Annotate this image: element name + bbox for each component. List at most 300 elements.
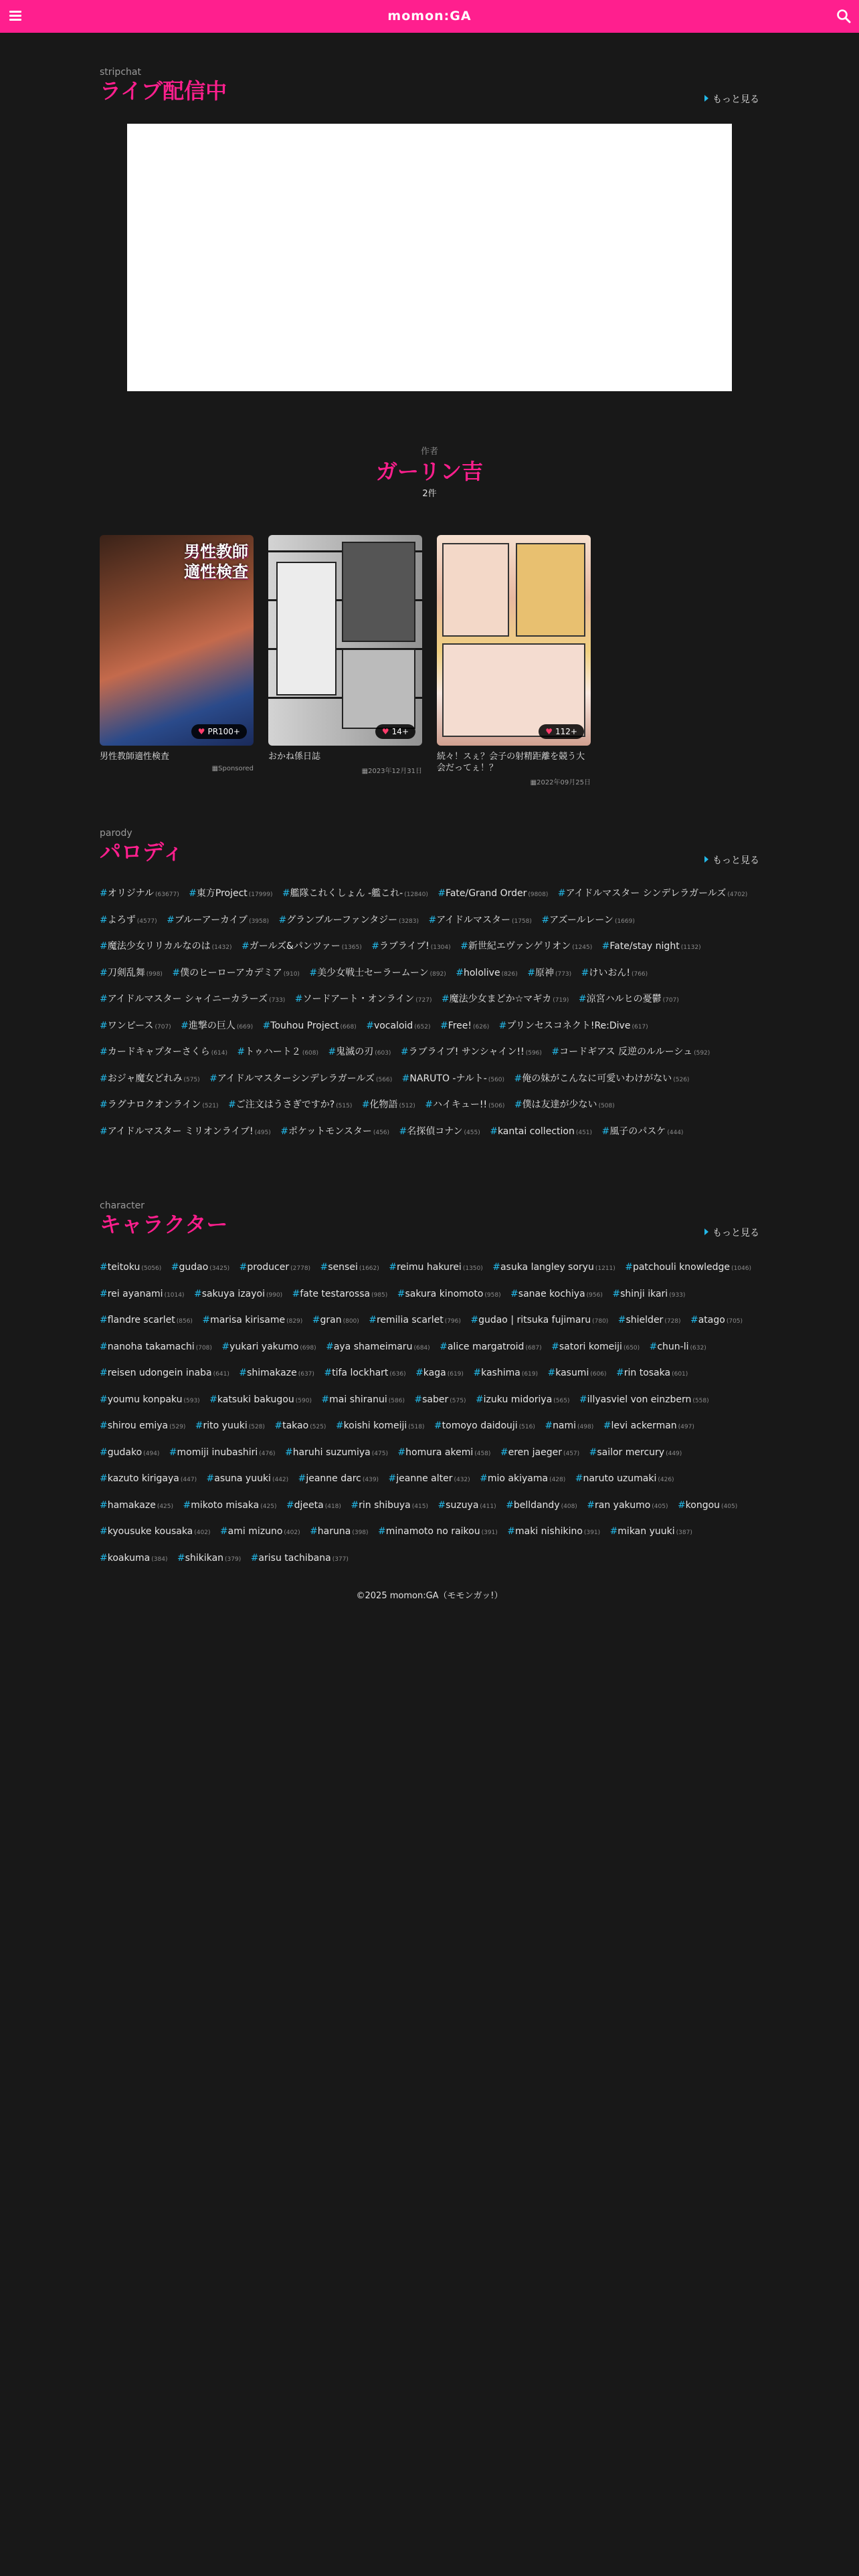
character-tag[interactable] [545, 1420, 593, 1431]
hash-icon: # [169, 1446, 177, 1458]
tag-count: (405) [721, 1503, 738, 1510]
likes-badge: ♥ 14+ [375, 724, 415, 739]
character-tag[interactable] [202, 1315, 302, 1325]
tag-label: トゥハート２ [245, 1047, 301, 1057]
parody-tag[interactable] [237, 1047, 318, 1057]
tag-count: (1350) [462, 1265, 483, 1272]
tag-count: (592) [694, 1050, 710, 1057]
parody-tag[interactable] [167, 915, 269, 926]
hash-icon: # [400, 1047, 409, 1057]
hash-icon: # [100, 1420, 108, 1431]
tag-count: (428) [549, 1477, 566, 1483]
character-tag[interactable] [603, 1420, 694, 1431]
hash-icon: # [514, 1099, 522, 1110]
character-tag[interactable] [369, 1315, 461, 1325]
parody-tag[interactable] [100, 994, 285, 1004]
character-tag[interactable] [321, 1394, 405, 1405]
parody-tag[interactable] [541, 915, 635, 926]
character-tag[interactable] [310, 1526, 368, 1537]
tag-count: (475) [371, 1450, 388, 1457]
parody-tag[interactable] [602, 941, 701, 952]
character-tag[interactable] [298, 1473, 379, 1484]
character-tag[interactable] [473, 1368, 538, 1378]
author-label: 作者 [420, 447, 438, 457]
hash-icon: # [195, 1420, 203, 1431]
tag-count: (442) [272, 1477, 289, 1483]
calendar-icon: ▦ [361, 768, 369, 775]
work-card[interactable] [100, 535, 254, 772]
character-tag[interactable] [320, 1262, 379, 1273]
hash-icon: # [541, 914, 550, 926]
character-tag[interactable] [286, 1500, 341, 1511]
character-tag[interactable] [378, 1526, 498, 1537]
character-tag[interactable] [507, 1526, 600, 1537]
hash-icon: # [284, 1446, 293, 1458]
parody-tag[interactable] [579, 994, 679, 1004]
tag-count: (856) [176, 1318, 193, 1325]
character-tag[interactable] [612, 1289, 685, 1299]
hash-icon: # [100, 1368, 108, 1378]
parody-tag[interactable] [460, 941, 592, 952]
tag-label: hamakaze [107, 1499, 156, 1511]
character-tag[interactable] [480, 1473, 565, 1484]
hash-icon: # [575, 1473, 583, 1484]
character-tag[interactable] [312, 1315, 359, 1325]
tag-label: kongou [685, 1499, 721, 1511]
character-tag[interactable] [470, 1315, 608, 1325]
parody-tag[interactable] [328, 1047, 391, 1057]
parody-tag[interactable] [242, 941, 362, 952]
character-more-link[interactable]: もっと見る [704, 1226, 759, 1239]
character-tag[interactable] [177, 1553, 241, 1564]
character-tag[interactable] [678, 1500, 737, 1511]
site-logo[interactable]: momon:GA [387, 9, 472, 23]
hash-icon: # [335, 1420, 344, 1431]
tag-count: (603) [375, 1050, 391, 1057]
character-tag[interactable] [326, 1341, 430, 1352]
character-tag[interactable] [492, 1262, 615, 1273]
hash-icon: # [202, 1315, 211, 1325]
tag-count: (796) [444, 1318, 461, 1325]
character-tag[interactable] [100, 1553, 167, 1564]
character-tag[interactable] [434, 1420, 535, 1431]
hash-icon: # [440, 1341, 448, 1352]
tag-count: (575) [450, 1397, 466, 1404]
tag-count: (411) [480, 1503, 496, 1510]
character-tag[interactable] [440, 1341, 542, 1352]
parody-tag[interactable] [558, 888, 748, 899]
parody-tag[interactable] [295, 994, 432, 1004]
character-tag[interactable] [171, 1262, 229, 1273]
tag-count: (733) [269, 997, 286, 1004]
parody-tag[interactable] [100, 968, 163, 978]
character-tag[interactable] [587, 1500, 668, 1511]
tag-count: (565) [553, 1397, 570, 1404]
character-tag[interactable] [397, 1447, 490, 1458]
parody-tag[interactable] [100, 1073, 200, 1084]
character-tag[interactable] [100, 1368, 229, 1378]
tag-label: asuna yuuki [214, 1473, 271, 1484]
hash-icon: # [616, 1368, 624, 1378]
parody-tag[interactable] [282, 888, 428, 899]
character-tag[interactable] [100, 1341, 212, 1352]
tag-label: koishi komeiji [343, 1420, 407, 1431]
parody-tag[interactable] [209, 1073, 392, 1084]
parody-tag[interactable] [228, 1099, 352, 1110]
hash-icon: # [100, 1446, 108, 1458]
hash-icon: # [361, 1099, 370, 1110]
character-section-subtitle: character [100, 1200, 145, 1211]
work-thumbnail[interactable] [437, 535, 591, 746]
parody-tag[interactable] [442, 994, 569, 1004]
tag-count: (398) [352, 1529, 369, 1536]
hash-icon: # [172, 967, 181, 978]
parody-tag[interactable] [514, 1099, 615, 1110]
work-card[interactable] [437, 535, 591, 786]
manga-panel [516, 543, 585, 637]
parody-section-title: パロディ [100, 839, 184, 865]
character-tag[interactable] [100, 1526, 210, 1537]
parody-tag[interactable] [602, 1126, 684, 1137]
hash-icon: # [434, 1420, 442, 1431]
tag-count: (933) [669, 1291, 686, 1299]
tag-label: teitoku [107, 1262, 140, 1273]
character-tag[interactable] [100, 1315, 193, 1325]
tag-count: (684) [413, 1344, 430, 1352]
hash-icon: # [578, 994, 587, 1004]
hash-icon: # [183, 1499, 191, 1511]
tag-count: (1662) [359, 1265, 379, 1272]
character-tag[interactable] [690, 1315, 743, 1325]
hash-icon: # [480, 1473, 488, 1484]
work-title[interactable]: 男性教師適性検査 [100, 752, 170, 762]
parody-tag[interactable] [100, 941, 232, 952]
hash-icon: # [100, 1125, 108, 1137]
tag-count: (3958) [249, 918, 269, 925]
tag-label: marisa kirisame [210, 1315, 286, 1325]
tag-label: ラブライブ! [379, 941, 430, 952]
tag-count: (719) [553, 997, 569, 1004]
tag-count: (1432) [211, 944, 232, 951]
parody-tag[interactable] [514, 1073, 690, 1084]
parody-tag[interactable] [371, 941, 450, 952]
tag-count: (1304) [430, 944, 451, 951]
hash-icon: # [239, 1262, 248, 1273]
tag-label: カードキャプターさくら [107, 1047, 210, 1057]
tag-label: chun-li [657, 1341, 689, 1352]
tag-label: Touhou Project [270, 1020, 339, 1031]
tag-label: 原神 [535, 967, 554, 978]
hash-icon: # [490, 1125, 498, 1137]
character-tag[interactable] [506, 1500, 577, 1511]
tag-count: (1245) [572, 944, 593, 951]
tag-label: gudao [179, 1262, 209, 1273]
character-tag[interactable] [183, 1500, 276, 1511]
hash-icon: # [241, 941, 250, 952]
parody-section-subtitle: parody [100, 828, 132, 839]
parody-tag[interactable] [399, 1126, 480, 1137]
hash-icon: # [100, 914, 108, 926]
tag-label: mio akiyama [487, 1473, 549, 1484]
author-header [0, 444, 859, 499]
tag-count: (1132) [680, 944, 701, 951]
character-tag[interactable] [100, 1500, 173, 1511]
character-tag[interactable] [579, 1394, 709, 1405]
tag-count: (3283) [399, 918, 419, 925]
tag-count: (707) [155, 1023, 171, 1031]
tag-count: (985) [371, 1291, 388, 1299]
hash-icon: # [209, 1073, 217, 1084]
parody-tag[interactable] [362, 1099, 415, 1110]
character-tag[interactable] [100, 1394, 200, 1405]
hash-icon: # [388, 1473, 397, 1484]
character-tag[interactable] [589, 1447, 682, 1458]
character-tag[interactable] [625, 1262, 751, 1273]
tag-label: 僕のヒーローアカデミア [180, 967, 282, 978]
hash-icon: # [100, 1394, 108, 1405]
tag-label: kashima [481, 1368, 520, 1378]
character-tag[interactable] [438, 1500, 496, 1511]
character-tag[interactable] [389, 1262, 483, 1273]
hash-icon: # [286, 1499, 294, 1511]
character-tag[interactable] [100, 1262, 161, 1273]
tag-label: nanoha takamachi [107, 1341, 195, 1352]
character-tag-list [100, 1255, 759, 1572]
character-tag[interactable] [616, 1368, 688, 1378]
character-tag[interactable] [100, 1289, 185, 1299]
parody-tag[interactable] [181, 1021, 253, 1031]
tag-count: (379) [225, 1555, 242, 1563]
tag-label: haruhi suzumiya [292, 1446, 371, 1458]
character-tag[interactable] [415, 1368, 464, 1378]
tag-count: (525) [310, 1424, 326, 1430]
character-tag[interactable] [414, 1394, 466, 1405]
tag-count: (641) [213, 1371, 229, 1378]
tag-label: katsuki bakugou [217, 1394, 294, 1405]
tag-label: gudao | ritsuka fujimaru [478, 1315, 591, 1325]
character-tag[interactable] [476, 1394, 570, 1405]
character-tag[interactable] [100, 1447, 159, 1458]
tag-count: (626) [473, 1023, 490, 1031]
tag-label: おジャ魔女どれみ [107, 1073, 183, 1084]
character-tag[interactable] [618, 1315, 681, 1325]
character-tag[interactable] [500, 1447, 579, 1458]
tag-count: (494) [143, 1450, 160, 1457]
tag-label: sakuya izayoi [201, 1288, 265, 1299]
parody-tag[interactable] [278, 915, 419, 926]
character-tag[interactable] [240, 1262, 310, 1273]
character-tag[interactable] [650, 1341, 706, 1352]
tag-label: saber [422, 1394, 449, 1405]
hash-icon: # [579, 1394, 587, 1405]
hash-icon: # [507, 1526, 515, 1537]
character-tag[interactable] [547, 1368, 606, 1378]
tag-count: (558) [692, 1397, 709, 1404]
character-tag[interactable] [194, 1289, 282, 1299]
tag-label: reimu hakurei [396, 1262, 462, 1273]
tag-label: kasumi [555, 1368, 589, 1378]
tag-count: (728) [664, 1318, 681, 1325]
tag-count: (668) [340, 1023, 357, 1031]
tag-count: (415) [411, 1503, 428, 1510]
tag-label: sakura kinomoto [405, 1288, 484, 1299]
work-thumbnail[interactable] [268, 535, 422, 746]
tag-count: (425) [260, 1503, 277, 1510]
tag-label: 風子のパスケ [609, 1125, 666, 1137]
hash-icon: # [167, 914, 175, 926]
parody-tag[interactable] [425, 1099, 504, 1110]
parody-tag[interactable] [366, 1021, 430, 1031]
tag-label: kazuto kirigaya [107, 1473, 179, 1484]
parody-tag[interactable] [438, 888, 548, 899]
author-count: 2件 [422, 489, 437, 499]
tag-label: 新世紀エヴァンゲリオン [468, 941, 571, 952]
tag-count: (449) [666, 1450, 682, 1457]
parody-tag[interactable] [551, 1047, 710, 1057]
hash-icon: # [492, 1262, 500, 1273]
tag-label: djeeta [294, 1499, 324, 1511]
parody-tag[interactable] [100, 888, 179, 899]
tag-label: tifa lockhart [332, 1368, 389, 1378]
tag-count: (512) [399, 1103, 415, 1109]
tag-count: (17999) [248, 891, 273, 898]
tag-count: (63677) [155, 891, 179, 898]
hash-icon: # [292, 1288, 300, 1299]
character-tag[interactable] [100, 1473, 197, 1484]
work-title[interactable]: 続々！スぇ？会子の射精距離を競う大会だってぇ！？ [437, 752, 585, 773]
character-tag[interactable] [610, 1526, 692, 1537]
tag-label: 化物語 [369, 1099, 398, 1110]
tag-count: (384) [151, 1555, 168, 1563]
work-card[interactable] [268, 535, 422, 775]
tag-count: (1046) [731, 1265, 751, 1272]
character-tag[interactable] [351, 1500, 428, 1511]
tag-count: (387) [676, 1529, 692, 1536]
parody-tag[interactable] [100, 1047, 227, 1057]
hash-icon: # [473, 1368, 482, 1378]
hash-icon: # [366, 1020, 374, 1031]
character-tag[interactable] [285, 1447, 388, 1458]
parody-tag[interactable] [499, 1021, 648, 1031]
hash-icon: # [294, 994, 303, 1004]
tag-label: tomoyo daidouji [442, 1420, 518, 1431]
tag-count: (457) [563, 1450, 580, 1457]
character-tag[interactable] [100, 1420, 185, 1431]
tag-label: alice margatroid [447, 1341, 524, 1352]
hash-icon: # [282, 888, 290, 899]
character-tag[interactable] [209, 1394, 312, 1405]
tag-label: minamoto no raikou [385, 1526, 480, 1537]
character-tag[interactable] [510, 1289, 603, 1299]
hash-icon: # [100, 1073, 108, 1084]
character-tag[interactable] [207, 1473, 289, 1484]
hash-icon: # [351, 1499, 359, 1511]
character-tag[interactable] [195, 1420, 265, 1431]
character-tag[interactable] [551, 1341, 640, 1352]
parody-tag[interactable] [100, 1021, 171, 1031]
parody-tag[interactable] [402, 1073, 504, 1084]
hash-icon: # [601, 941, 610, 952]
tag-label: atago [698, 1315, 725, 1325]
manga-panel [342, 649, 415, 729]
parody-tag[interactable] [456, 968, 518, 978]
hash-icon: # [100, 1315, 108, 1325]
hash-icon: # [609, 1526, 618, 1537]
work-meta: ▦2023年12月31日 [361, 768, 422, 775]
tag-count: (705) [726, 1318, 743, 1325]
tag-label: naruto uzumaki [583, 1473, 657, 1484]
parody-more-link[interactable]: もっと見る [704, 853, 759, 867]
parody-tag[interactable] [100, 1099, 219, 1110]
parody-tag[interactable] [172, 968, 300, 978]
tag-label: takao [282, 1420, 309, 1431]
tag-count: (518) [408, 1424, 425, 1430]
character-tag[interactable] [324, 1368, 405, 1378]
parody-tag[interactable] [527, 968, 571, 978]
tag-count: (515) [336, 1103, 353, 1109]
character-tag[interactable] [221, 1341, 316, 1352]
live-stream-embed[interactable] [127, 124, 732, 391]
character-tag[interactable] [251, 1553, 349, 1564]
tag-label: jeanne darc [306, 1473, 361, 1484]
heart-icon: ♥ [197, 727, 205, 736]
parody-tag[interactable] [428, 915, 531, 926]
hash-icon: # [100, 994, 108, 1004]
parody-tag[interactable] [581, 968, 648, 978]
character-tag[interactable] [274, 1420, 326, 1431]
tag-label: グランブルーファンタジー [286, 914, 398, 926]
character-tag[interactable] [220, 1526, 300, 1537]
live-more-link[interactable]: もっと見る [704, 92, 759, 106]
work-title[interactable]: おかね係日誌 [268, 752, 321, 762]
parody-tag[interactable] [280, 1126, 389, 1137]
parody-tag[interactable] [309, 968, 446, 978]
tag-count: (708) [195, 1344, 212, 1352]
parody-tag[interactable] [401, 1047, 542, 1057]
character-tag[interactable] [336, 1420, 425, 1431]
work-thumbnail[interactable] [100, 535, 254, 746]
search-icon[interactable] [836, 9, 851, 23]
character-tag[interactable] [397, 1289, 501, 1299]
footer-copyright: ©2025 momon:GA（モモンガッ!） [356, 1591, 503, 1601]
parody-tag[interactable] [490, 1126, 592, 1137]
hash-icon: # [219, 1526, 228, 1537]
tag-label: NARUTO -ナルト- [409, 1073, 487, 1084]
hash-icon: # [250, 1552, 259, 1564]
character-tag[interactable] [239, 1368, 314, 1378]
tag-count: (2778) [290, 1265, 311, 1272]
parody-tag[interactable] [100, 915, 157, 926]
tag-count: (614) [211, 1050, 227, 1057]
character-tag[interactable] [389, 1473, 470, 1484]
tag-label: コードギアス 反逆のルルーシュ [559, 1047, 693, 1057]
parody-tag[interactable] [100, 1126, 271, 1137]
tag-count: (707) [662, 997, 679, 1004]
thumbnail-title-text: 男性教師 適性検査 [184, 542, 248, 581]
tag-label: sensei [328, 1262, 358, 1273]
parody-tag[interactable] [440, 1021, 489, 1031]
character-tag[interactable] [169, 1447, 276, 1458]
hash-icon: # [100, 1499, 108, 1511]
parody-tag[interactable] [263, 1021, 357, 1031]
tag-label: shielder [626, 1315, 664, 1325]
parody-tag[interactable] [189, 888, 272, 899]
tag-label: アイドルマスター シンデレラガールズ [565, 888, 727, 899]
character-tag[interactable] [575, 1473, 674, 1484]
hash-icon: # [510, 1288, 518, 1299]
character-tag[interactable] [292, 1289, 388, 1299]
tag-label: aya shameimaru [333, 1341, 413, 1352]
